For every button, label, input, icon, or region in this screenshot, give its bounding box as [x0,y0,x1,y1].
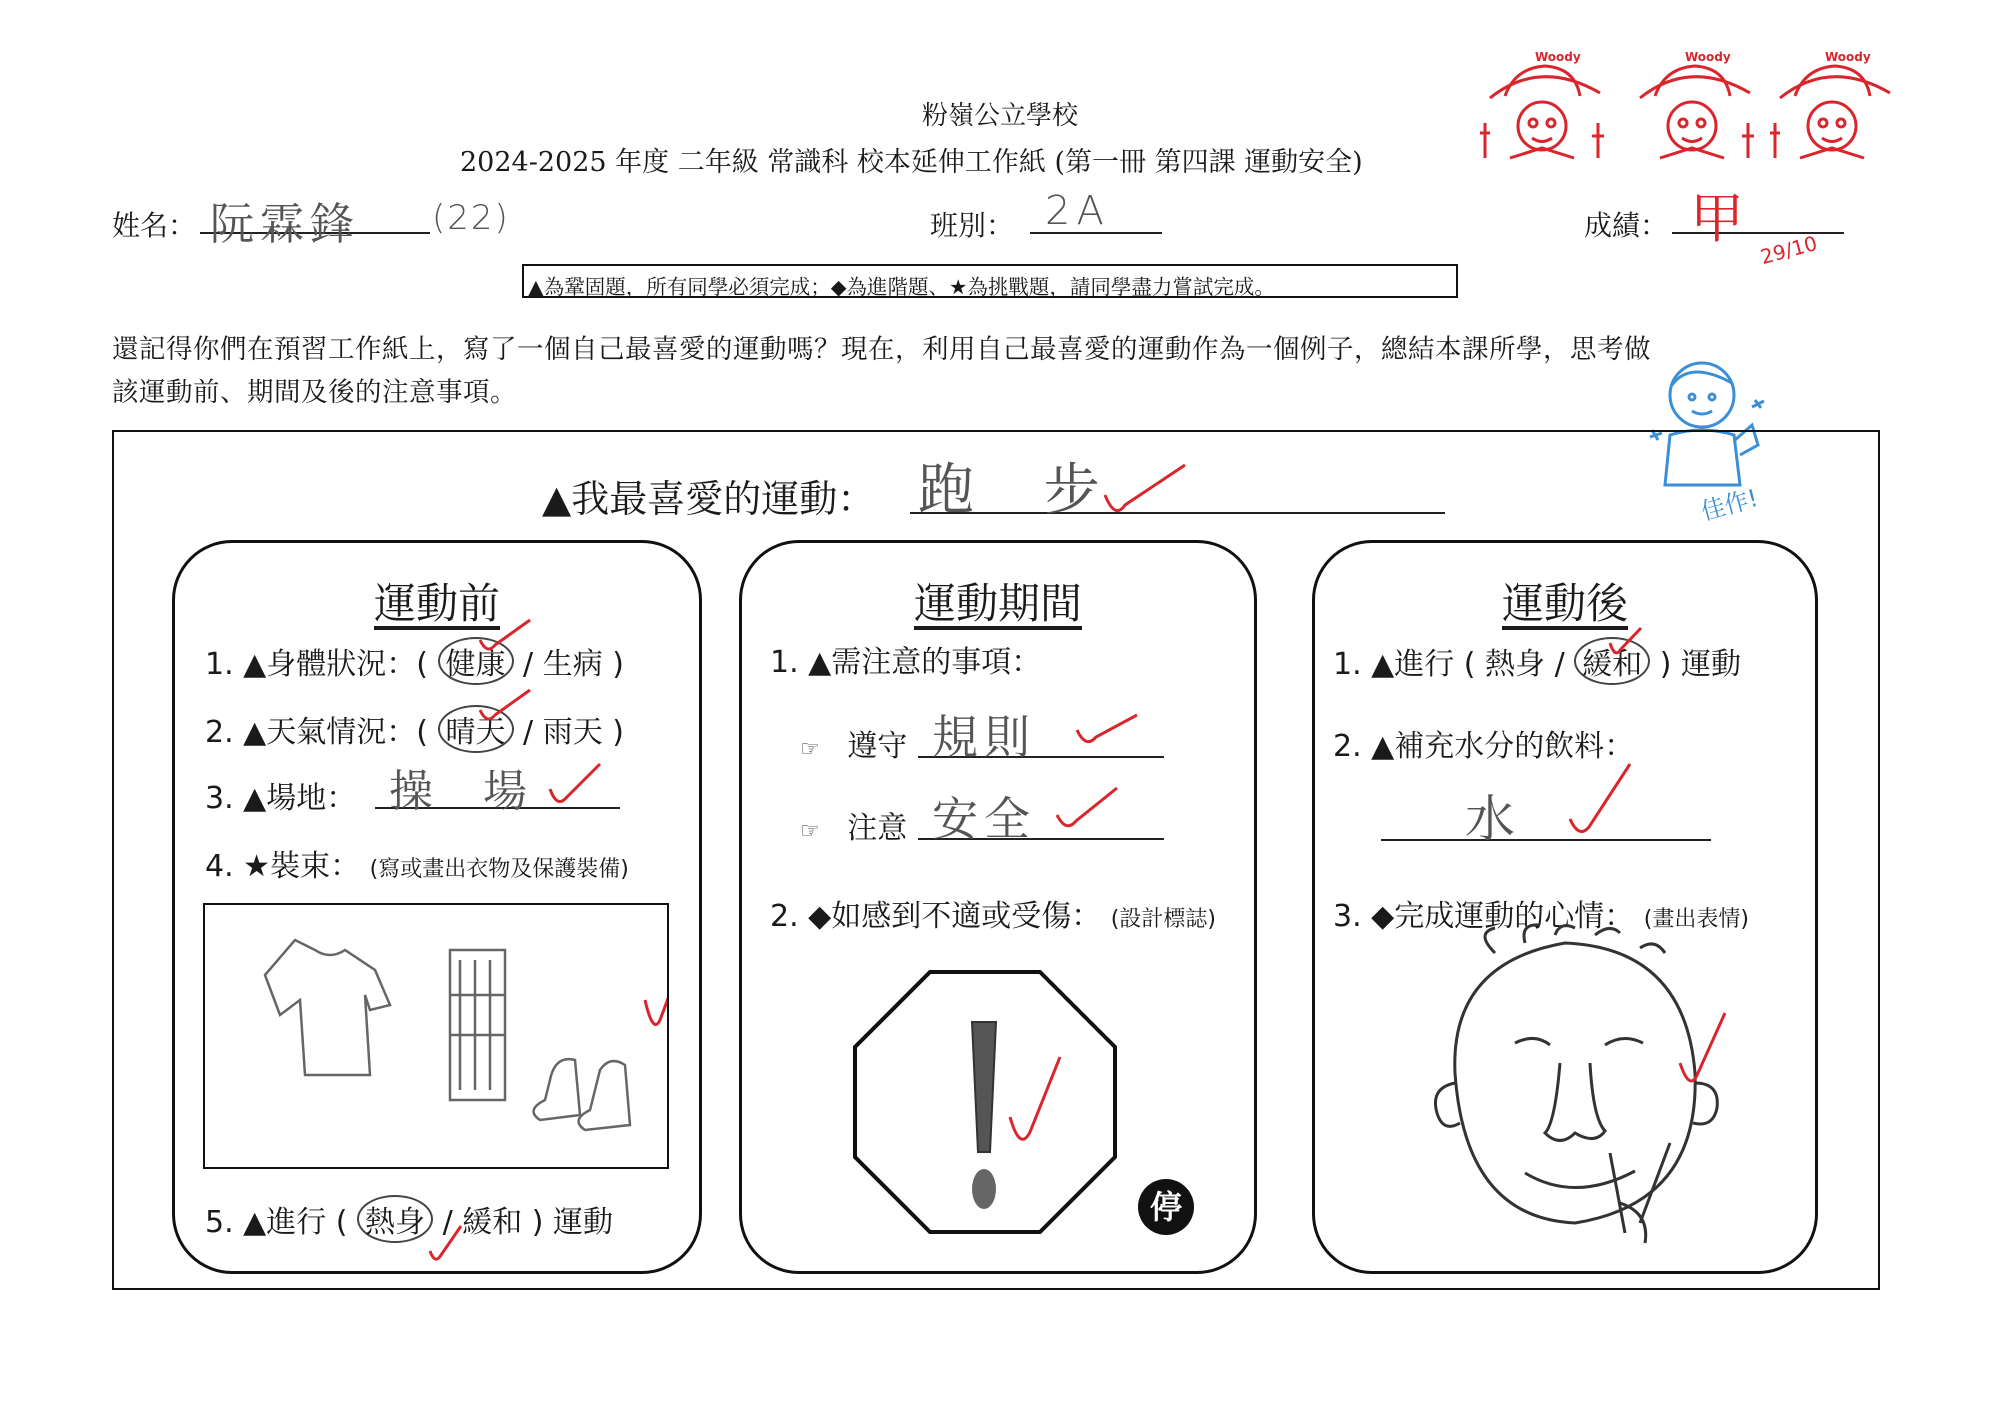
intro-line-2: 該運動前、期間及後的注意事項。 [112,377,517,408]
check-mark-icon [1100,460,1190,520]
worksheet-subtitle: 2024-2025 年度 二年級 常識科 校本延伸工作紙 (第一冊 第四課 運動安全) [460,147,1363,178]
question-label: ▲場地： [243,781,357,816]
check-mark-icon [1072,705,1142,749]
option-separator: / [442,1205,453,1240]
pointing-hand-icon: ☞ [800,737,820,762]
option-close: ) [1659,647,1672,682]
option-separator: / [523,647,534,682]
check-mark-icon [1052,783,1122,833]
stop-badge-label: 停 [1149,1188,1182,1226]
answer-line [1381,839,1711,841]
during-question-2 [770,891,1216,935]
before-question-1 [205,637,624,685]
warning-octagon-icon [850,967,1120,1237]
question-hint: (設計標誌) [1110,907,1216,932]
question-number: 3. [205,781,234,816]
check-mark-icon [475,685,535,725]
before-question-4 [205,841,629,885]
grade-date: 29/10 [1757,230,1820,270]
before-q3-answer: 操 場 [389,766,545,817]
option-selected: 緩和 [1574,637,1650,685]
attire-drawing-box [203,903,669,1169]
check-mark-icon [1565,759,1635,839]
check-mark-icon [545,759,605,809]
question-number: 2. [1333,729,1362,764]
question-label: ▲身體狀況：( [243,647,428,682]
option-separator: / [1554,647,1565,682]
woody-stamp-text: Woody [1535,50,1581,64]
attire-drawing-icon [205,905,667,1167]
question-label: ▲進行 ( [243,1205,348,1240]
check-mark-icon [425,1221,465,1265]
option-close: ) [612,647,624,682]
during-item-1-answer: 規則 [932,710,1036,764]
woody-stamp-text: Woody [1685,50,1731,64]
question-number: 2. [205,715,234,750]
item-label: 遵守 [847,729,908,764]
option-separator: / [523,715,534,750]
during-item-2-answer: 安全 [932,792,1036,846]
option-close: ) [612,715,624,750]
legend-text: ▲為鞏固題，所有同學必須完成；◆為進階題、★為挑戰題，請同學盡力嘗試完成。 [528,275,1275,299]
grade-value: 甲 [1690,187,1744,250]
school-name: 粉嶺公立學校 [921,101,1078,131]
question-number: 5. [205,1205,234,1240]
after-q2-answer: 水 [1465,790,1521,848]
panel-before-title: 運動前 [373,579,500,628]
stop-badge [1138,1179,1194,1235]
check-mark-icon [475,615,535,655]
praise-stamp-text: 佳作! [1698,483,1761,526]
class-value: 2A [1045,188,1110,234]
woody-stamp-text: Woody [1825,50,1871,64]
class-label: 班別： [930,209,1015,242]
question-label: ▲需注意的事項： [808,645,1042,680]
question-label: ▲天氣情況：( [243,715,428,750]
question-label: ▲補充水分的飲料： [1371,729,1635,764]
name-label: 姓名： [112,209,197,242]
favorite-sport-label: ▲我最喜愛的運動： [542,477,876,521]
option-selected: 晴天 [438,705,514,753]
item-label: 注意 [847,811,908,846]
option-unselected: 緩和 [462,1205,523,1240]
question-label: ◆如感到不適或受傷： [808,899,1102,934]
panel-after-title: 運動後 [1501,579,1628,628]
intro-line-1: 還記得你們在預習工作紙上，寫了一個自己最喜愛的運動嗎？現在，利用自己最喜愛的運動作為一個例子，總結本課所學，思考做 [112,334,1651,365]
happy-face-drawing-icon [1395,923,1755,1263]
during-item-1 [800,721,907,765]
question-number: 1. [205,647,234,682]
check-mark-icon [1605,623,1645,659]
before-question-5 [205,1195,613,1243]
question-number: 4. [205,849,234,884]
panel-during-title: 運動期間 [913,579,1082,628]
option-unselected: 熱身 [1485,647,1546,682]
question-number: 2. [770,899,799,934]
after-question-1 [1333,637,1741,685]
during-item-2 [800,803,907,847]
question-number: 1. [1333,647,1362,682]
question-hint: (寫或畫出衣物及保護裝備) [369,857,629,882]
option-selected: 熱身 [357,1195,433,1243]
question-number: 1. [770,645,799,680]
legend-box [522,264,1458,298]
student-name: 阮霖鋒 [210,199,360,250]
student-number: (22) [432,198,510,238]
question-tail: 運動 [1681,647,1742,682]
question-label: ★裝束： [243,849,361,884]
favorite-sport-answer: 跑 步 [918,458,1126,523]
question-label: ◆完成運動的心情： [1371,899,1635,934]
panel-after [1312,540,1818,1274]
woody-stamp-group [1480,48,1900,178]
pointing-hand-icon: ☞ [800,819,820,844]
before-question-2 [205,705,624,753]
panel-before [172,540,702,1274]
panel-during [739,540,1257,1274]
grade-label: 成績： [1584,209,1669,242]
option-unselected: 生病 [542,647,603,682]
option-close: ) [531,1205,544,1240]
question-number: 3. [1333,899,1362,934]
during-question-1 [770,637,1041,681]
option-selected: 健康 [438,637,514,685]
before-question-3 [205,773,356,817]
question-tail: 運動 [553,1205,614,1240]
question-label: ▲進行 ( [1371,647,1476,682]
option-unselected: 雨天 [542,715,603,750]
woody-stamp-icon [1480,48,1900,178]
question-hint: (畫出表情) [1643,907,1749,932]
